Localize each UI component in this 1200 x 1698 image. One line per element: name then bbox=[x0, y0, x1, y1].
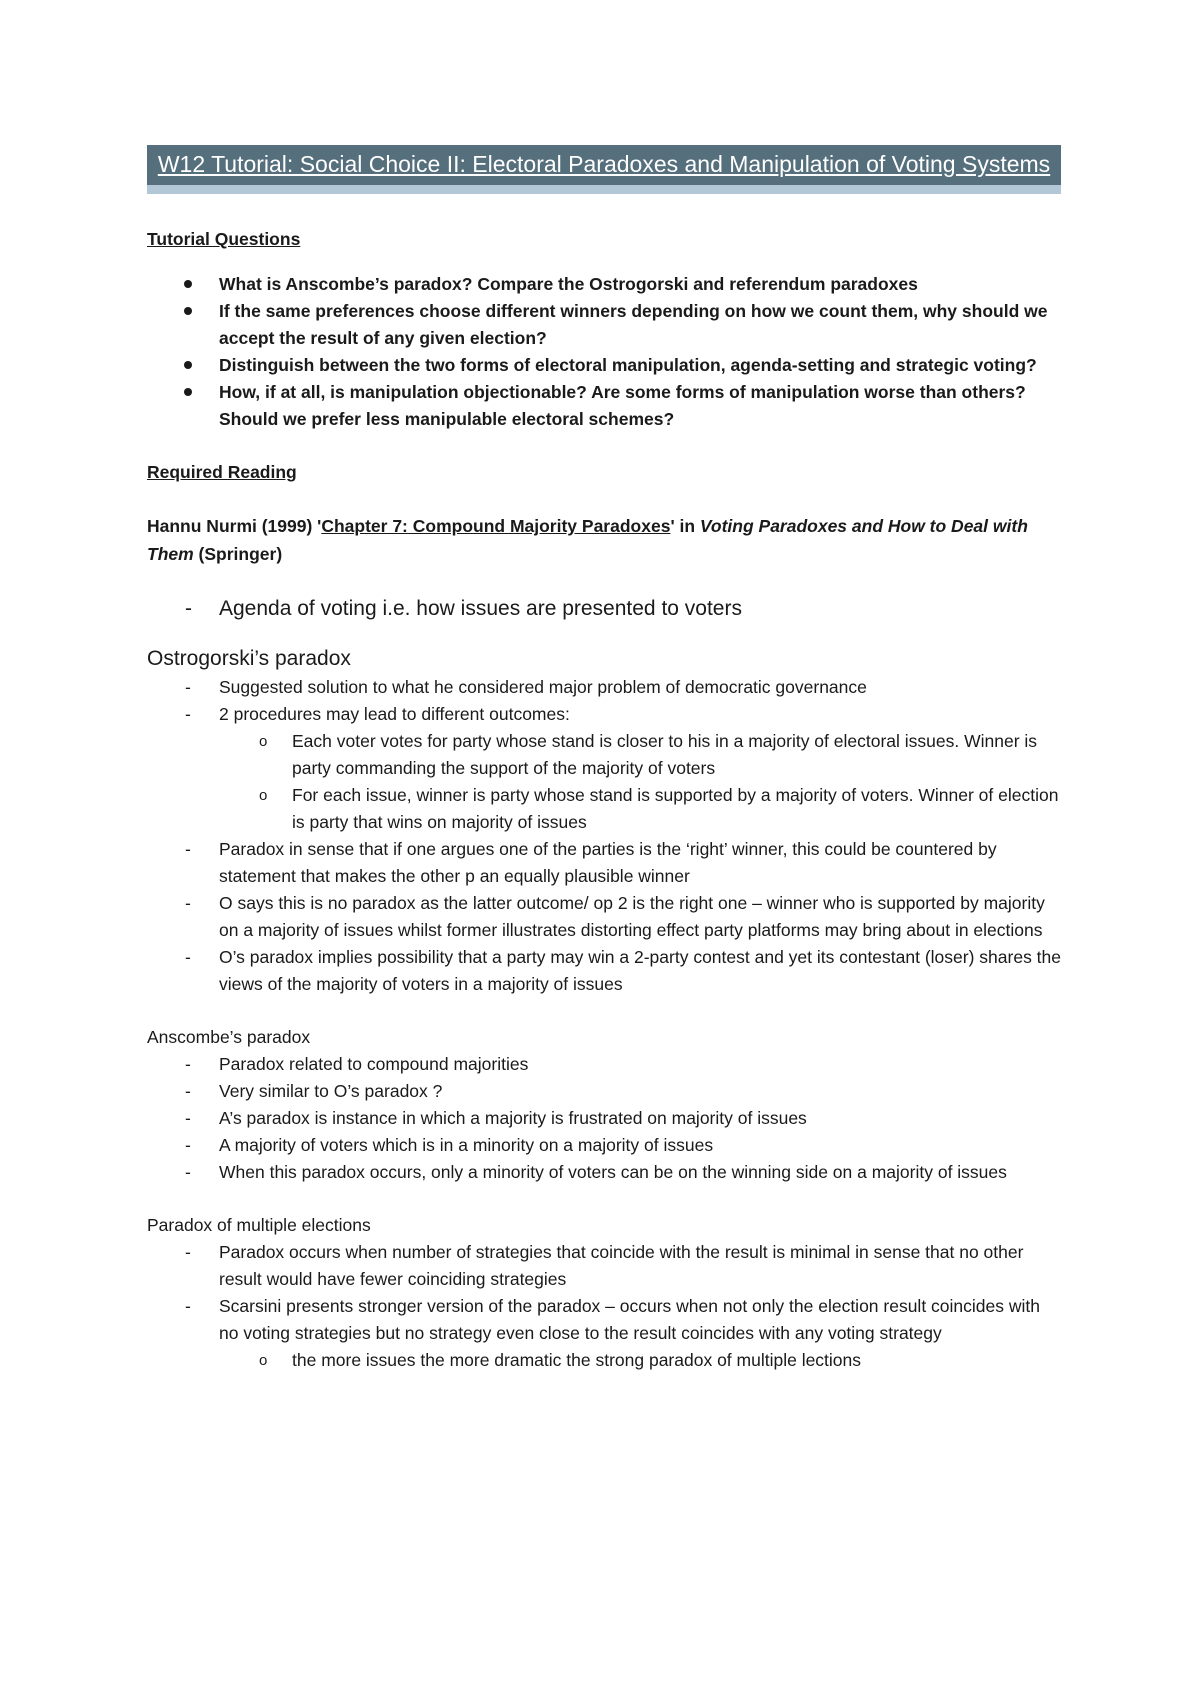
list-item: - Agenda of voting i.e. how issues are presented to voters bbox=[185, 597, 742, 620]
list-item: If the same preferences choose different winners depending on how we count them, why should we accept the result of any given election? bbox=[147, 298, 1062, 352]
chapter-link[interactable]: Chapter 7: Compound Majority Paradoxes bbox=[321, 516, 671, 536]
tutorial-questions-heading: Tutorial Questions bbox=[147, 229, 301, 249]
list-item: - Paradox occurs when number of strategies that coincide with the result is minimal in sense that no other result would have fewer coinciding strategies bbox=[185, 1242, 1024, 1289]
reading-citation: Hannu Nurmi (1999) 'Chapter 7: Compound Majority Paradoxes' in Voting Paradoxes and How to Deal with Them (Springer) bbox=[147, 516, 1028, 564]
anscombe-list bbox=[147, 1051, 1062, 1186]
agenda-note-list bbox=[147, 594, 1062, 624]
list-item: What is Anscombe’s paradox? Compare the Ostrogorski and referendum paradoxes bbox=[147, 271, 1062, 298]
list-item: - When this paradox occurs, only a minority of voters can be on the winning side on a majority of issues bbox=[185, 1162, 1007, 1182]
list-item: - Paradox in sense that if one argues one of the parties is the ‘right’ winner, this could be countered by statement that makes the other p an equally plausible winner bbox=[185, 839, 997, 886]
list-item: - Very similar to O’s paradox ? bbox=[185, 1081, 443, 1101]
page-title: W12 Tutorial: Social Choice II: Electoral Paradoxes and Manipulation of Voting Systems bbox=[157, 151, 1051, 177]
list-item: - Suggested solution to what he considered major problem of democratic governance bbox=[185, 677, 867, 697]
bullet-icon bbox=[184, 280, 192, 288]
title-banner bbox=[147, 145, 1061, 194]
list-item: - O’s paradox implies possibility that a party may win a 2-party contest and yet its contestant (loser) shares the views of the majority of voters in a majority of issues bbox=[185, 947, 1062, 994]
document-page bbox=[147, 145, 1062, 1374]
multiple-elections-list bbox=[147, 1239, 1062, 1374]
list-item: - A’s paradox is instance in which a majority is frustrated on majority of issues bbox=[185, 1108, 807, 1128]
list-item: - 2 procedures may lead to different outcomes: o Each voter votes for party whose stand is closer to his in a majority of electoral issues. Winner is party commanding the support of the majority of voters o For each issue, winner is party whose stand is supported by a majority of voters. Winner of election is party that wins on majority of issues bbox=[147, 701, 1062, 836]
procedure-sublist bbox=[219, 728, 1062, 836]
sublist-item: o the more issues the more dramatic the strong paradox of multiple lections bbox=[259, 1350, 862, 1370]
list-item: - A majority of voters which is in a minority on a majority of issues bbox=[185, 1135, 714, 1155]
list-item: How, if at all, is manipulation objectionable? Are some forms of manipulation worse than others? Should we prefer less manipulable electoral schemes? bbox=[147, 379, 1062, 433]
multiple-elections-heading: Paradox of multiple elections bbox=[147, 1215, 371, 1235]
scarsini-sublist bbox=[219, 1347, 1062, 1374]
list-item: Distinguish between the two forms of electoral manipulation, agenda-setting and strategic voting? bbox=[147, 352, 1062, 379]
bullet-icon bbox=[184, 388, 192, 396]
bullet-icon bbox=[184, 307, 192, 315]
anscombe-heading: Anscombe’s paradox bbox=[147, 1027, 311, 1047]
list-item: - Paradox related to compound majorities bbox=[185, 1054, 529, 1074]
sublist-item: o For each issue, winner is party whose stand is supported by a majority of voters. Winner of election is party that wins on majority of issues bbox=[259, 785, 1059, 832]
ostrogorski-heading: Ostrogorski’s paradox bbox=[147, 647, 351, 670]
book-title: Voting Paradoxes and How to Deal with Them bbox=[147, 516, 1028, 564]
bullet-icon bbox=[184, 361, 192, 369]
list-item: - Scarsini presents stronger version of the paradox – occurs when not only the election result coincides with no voting strategies but no strategy even close to the result coincides with any voting strategy o the more issues the more dramatic the strong paradox of multiple lections bbox=[147, 1293, 1062, 1374]
sublist-item: o Each voter votes for party whose stand is closer to his in a majority of electoral issues. Winner is party commanding the support of the majority of voters bbox=[259, 731, 1038, 778]
ostrogorski-list bbox=[147, 674, 1062, 998]
list-item: - O says this is no paradox as the latter outcome/ op 2 is the right one – winner who is supported by majority on a majority of issues whilst former illustrates distorting effect party platforms may bring about in elections bbox=[185, 893, 1045, 940]
required-reading-heading: Required Reading bbox=[147, 462, 297, 482]
tutorial-questions-list bbox=[147, 271, 1062, 433]
